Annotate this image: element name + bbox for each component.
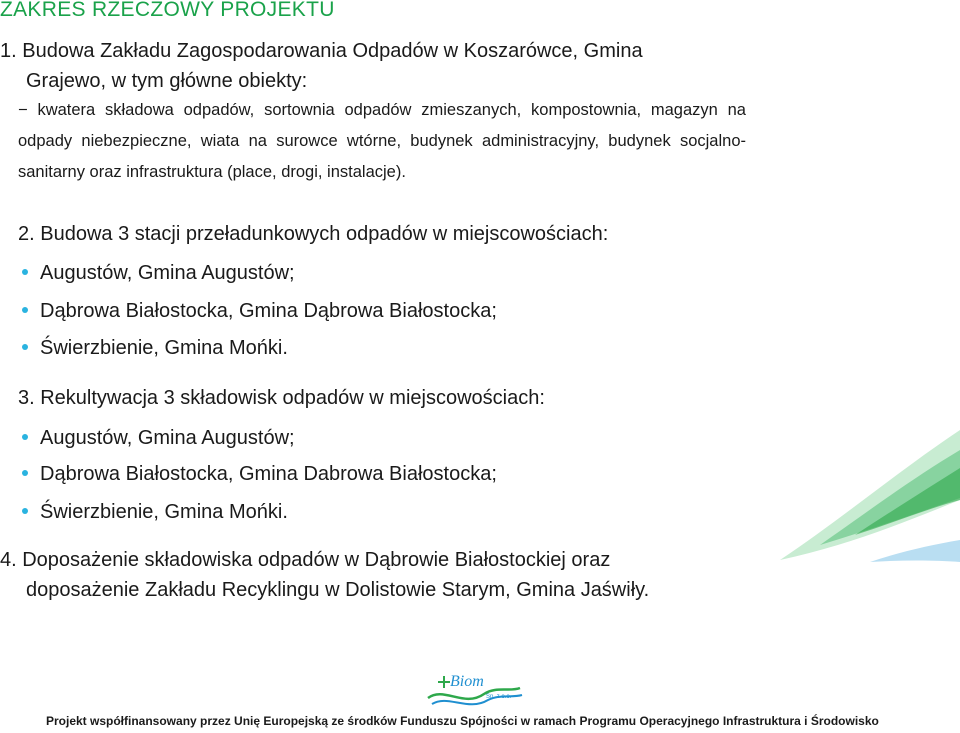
section-4-heading-line-1: 4. Doposażenie składowiska odpadów w Dąbrowie Białostockiej oraz bbox=[0, 549, 611, 571]
section-1-heading-line-1: 1. Budowa Zakładu Zagospodarowania Odpadów w Koszarówce, Gmina bbox=[0, 40, 643, 62]
section-2-list-item bbox=[22, 259, 295, 287]
biom-logo bbox=[424, 668, 524, 712]
bullet-icon bbox=[22, 508, 28, 514]
section-1-heading-line-2: Grajewo, w tym główne obiekty: bbox=[26, 70, 308, 92]
bullet-icon bbox=[22, 307, 28, 313]
section-2-list-item bbox=[22, 297, 497, 325]
bullet-icon bbox=[22, 434, 28, 440]
section-3-item-2: Dąbrowa Białostocka, Gmina Dabrowa Białostocka; bbox=[40, 463, 497, 485]
section-4-heading bbox=[0, 545, 649, 605]
section-3-list-item bbox=[22, 498, 288, 526]
section-2-heading: 2. Budowa 3 stacji przeładunkowych odpadów w miejscowościach: bbox=[18, 223, 609, 245]
logo-subtext: Sp. z o.o. bbox=[486, 694, 512, 700]
section-1-description: − kwatera składowa odpadów, sortownia odpadów zmieszanych, kompostownia, magazyn na odpady niebezpieczne, wiata na surowce wtórne, budynek administracyjny, budynek socjalno-sanitarny oraz infrastruktura (place, drogi, instalacje). bbox=[18, 101, 746, 181]
section-2-item-1: Augustów, Gmina Augustów; bbox=[40, 262, 295, 284]
section-2-item-3: Świerzbienie, Gmina Mońki. bbox=[40, 337, 288, 359]
section-2-list-item bbox=[22, 334, 288, 362]
section-3-heading: 3. Rekultywacja 3 składowisk odpadów w miejscowościach: bbox=[18, 387, 545, 409]
section-3-list-item bbox=[22, 460, 497, 488]
bullet-icon bbox=[22, 344, 28, 350]
section-4-heading-line-2: doposażenie Zakładu Recyklingu w Dolistowie Starym, Gmina Jaświły. bbox=[26, 579, 650, 601]
section-1-heading bbox=[0, 36, 643, 96]
section-3-item-3: Świerzbienie, Gmina Mońki. bbox=[40, 501, 288, 523]
footer-note: Projekt współfinansowany przez Unię Europejską ze środków Funduszu Spójności w ramach Programu Operacyjnego Infrastruktura i Środowisko bbox=[46, 714, 879, 728]
decorative-swoosh bbox=[760, 0, 960, 733]
section-3-list-item bbox=[22, 424, 295, 452]
bullet-icon bbox=[22, 269, 28, 275]
page-title: ZAKRES RZECZOWY PROJEKTU bbox=[0, 0, 335, 21]
section-2-item-2: Dąbrowa Białostocka, Gmina Dąbrowa Białostocka; bbox=[40, 300, 497, 322]
bullet-icon bbox=[22, 470, 28, 476]
section-3-item-1: Augustów, Gmina Augustów; bbox=[40, 427, 295, 449]
logo-text: Biom bbox=[450, 673, 484, 690]
